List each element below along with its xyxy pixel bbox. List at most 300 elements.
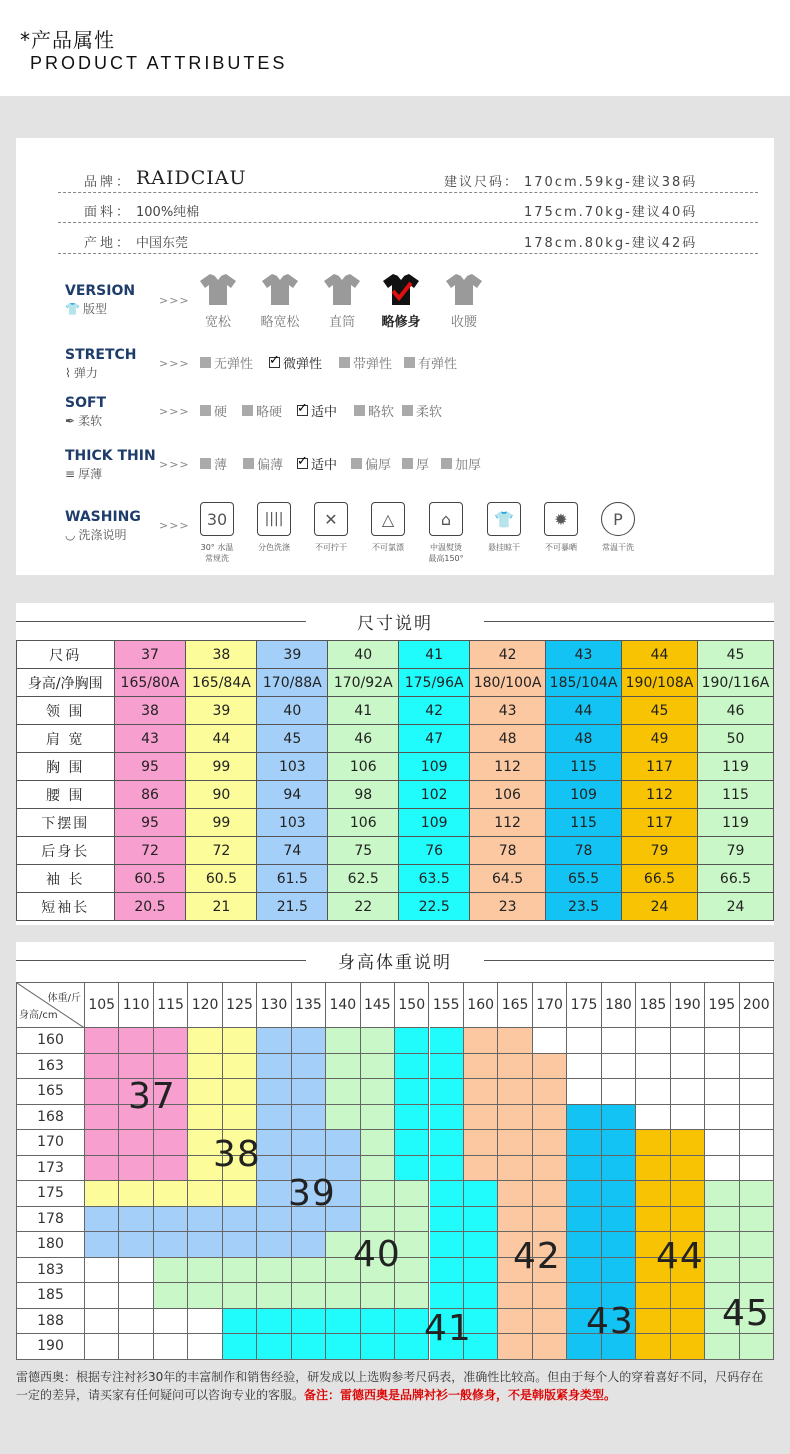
grid-cell: [671, 1309, 705, 1335]
thick-option-5: 加厚: [441, 454, 481, 473]
grid-cell: [636, 1207, 670, 1233]
height-header: 188: [16, 1309, 85, 1335]
grid-cell: [154, 1309, 188, 1335]
grid-cell: [636, 1028, 670, 1054]
size-zone-label: 45: [722, 1293, 770, 1334]
title-cn: *产品属性: [20, 28, 115, 52]
soft-option-2: ✓ 适中: [297, 401, 337, 420]
weight-header: 190: [671, 982, 705, 1028]
size-cell: 44: [622, 641, 698, 669]
grid-cell: [671, 1207, 705, 1233]
size-cell: 90: [186, 781, 257, 809]
hw-corner: [16, 982, 85, 1028]
grid-cell: [705, 1105, 739, 1131]
grid-cell: [533, 1309, 567, 1335]
grid-cell: [85, 1181, 119, 1207]
basin-icon: ◡: [65, 527, 76, 542]
size-cell: 86: [114, 781, 186, 809]
grid-cell: [85, 1232, 119, 1258]
size-cell: 190/108A: [622, 669, 698, 697]
size-cell: 42: [399, 697, 470, 725]
checkbox-icon: [243, 458, 254, 469]
size-row-label: 肩 宽: [17, 725, 115, 753]
grid-cell: [223, 1181, 257, 1207]
info-row-brand: [58, 163, 758, 193]
size-cell: 75: [328, 837, 399, 865]
size-row: [17, 837, 774, 865]
grid-cell: [636, 1309, 670, 1335]
stretch-option-0: 无弹性: [200, 353, 253, 372]
grid-cell: [395, 1105, 429, 1131]
grid-cell: [705, 1028, 739, 1054]
grid-cell: [223, 1232, 257, 1258]
weight-header: 130: [257, 982, 291, 1028]
size-cell: 45: [622, 697, 698, 725]
size-row-label: 短袖长: [17, 893, 115, 921]
grid-cell: [361, 1309, 395, 1335]
title-en: PRODUCT ATTRIBUTES: [30, 53, 288, 73]
checkbox-icon: [351, 458, 362, 469]
grid-cell: [671, 1283, 705, 1309]
grid-cell: [154, 1334, 188, 1360]
grid-cell: [464, 1283, 498, 1309]
grid-cell: [705, 1181, 739, 1207]
height-header: 160: [16, 1028, 85, 1054]
grid-cell: [602, 1054, 636, 1080]
size-title: 尺寸说明: [16, 609, 774, 633]
size-cell: 79: [697, 837, 773, 865]
grid-cell: [498, 1207, 532, 1233]
size-row: [17, 753, 774, 781]
grid-cell: [326, 1079, 360, 1105]
grid-cell: [326, 1130, 360, 1156]
size-cell: 78: [546, 837, 622, 865]
version-option-0: 宽松: [204, 315, 231, 330]
size-cell: 49: [622, 725, 698, 753]
grid-cell: [361, 1156, 395, 1182]
size-row-label: 尺码: [17, 641, 115, 669]
checkbox-icon: [402, 458, 413, 469]
size-table: [16, 640, 774, 921]
origin-label: 产地：: [84, 236, 133, 251]
size-cell: 112: [470, 753, 546, 781]
size-cell: 72: [186, 837, 257, 865]
grid-cell: [223, 1207, 257, 1233]
version-shirt-4-icon: [444, 271, 484, 311]
thick-option-0: 薄: [200, 454, 227, 473]
size-cell: 109: [399, 753, 470, 781]
fabric-label: 面料：: [84, 205, 133, 220]
checkbox-icon: [200, 405, 211, 416]
size-cell: 46: [697, 697, 773, 725]
grid-cell: [567, 1207, 601, 1233]
grid-cell: [671, 1054, 705, 1080]
separate-wash-icon: ||||: [257, 502, 291, 536]
weight-header: 200: [740, 982, 774, 1028]
grid-cell: [395, 1079, 429, 1105]
hw-section: [16, 942, 774, 1360]
size-zone-label: 37: [128, 1076, 176, 1117]
origin-value: 中国东莞: [136, 236, 189, 251]
grid-cell: [361, 1028, 395, 1054]
size-cell: 72: [114, 837, 186, 865]
grid-cell: [188, 1105, 222, 1131]
grid-cell: [395, 1156, 429, 1182]
size-cell: 38: [186, 641, 257, 669]
grid-cell: [361, 1283, 395, 1309]
size-cell: 37: [114, 641, 186, 669]
grid-cell: [257, 1334, 291, 1360]
size-row-label: 后身长: [17, 837, 115, 865]
checkbox-icon: [297, 405, 308, 416]
grid-cell: [188, 1283, 222, 1309]
thick-option-4: 厚: [402, 454, 429, 473]
size-cell: 43: [470, 697, 546, 725]
grid-cell: [119, 1334, 153, 1360]
weight-header: 185: [636, 982, 670, 1028]
grid-cell: [188, 1232, 222, 1258]
grid-cell: [430, 1105, 464, 1131]
grid-cell: [326, 1105, 360, 1131]
grid-cell: [292, 1232, 326, 1258]
height-header: 170: [16, 1130, 85, 1156]
grid-cell: [85, 1309, 119, 1335]
grid-cell: [464, 1054, 498, 1080]
grid-cell: [257, 1309, 291, 1335]
grid-cell: [498, 1283, 532, 1309]
grid-cell: [292, 1079, 326, 1105]
grid-cell: [602, 1028, 636, 1054]
grid-cell: [498, 1334, 532, 1360]
grid-cell: [567, 1130, 601, 1156]
grid-cell: [188, 1079, 222, 1105]
size-section: [16, 603, 774, 925]
size-cell: 50: [697, 725, 773, 753]
grid-cell: [430, 1283, 464, 1309]
grid-cell: [740, 1156, 774, 1182]
grid-cell: [361, 1079, 395, 1105]
weight-header: 115: [154, 982, 188, 1028]
grid-cell: [119, 1232, 153, 1258]
grid-cell: [636, 1054, 670, 1080]
dry-clean-icon: P: [601, 502, 635, 536]
grid-cell: [85, 1105, 119, 1131]
size-zone-label: 40: [353, 1234, 401, 1275]
grid-cell: [257, 1130, 291, 1156]
version-shirt-0-icon: [198, 271, 238, 311]
no-bleach-icon: △: [371, 502, 405, 536]
weight-header: 105: [85, 982, 119, 1028]
size-cell: 78: [470, 837, 546, 865]
stretch-option-1: ✓ 微弹性: [269, 353, 322, 372]
size-cell: 39: [186, 697, 257, 725]
size-cell: 23: [470, 893, 546, 921]
checkbox-icon: [339, 357, 350, 368]
grid-cell: [464, 1105, 498, 1131]
size-cell: 43: [114, 725, 186, 753]
grid-cell: [188, 1028, 222, 1054]
grid-cell: [671, 1079, 705, 1105]
size-cell: 99: [186, 753, 257, 781]
washing-item-2: ✕ 不可拧干: [301, 502, 361, 553]
grid-cell: [154, 1156, 188, 1182]
size-cell: 22: [328, 893, 399, 921]
weight-header: 195: [705, 982, 739, 1028]
grid-cell: [705, 1130, 739, 1156]
size-row: [17, 669, 774, 697]
grid-cell: [602, 1130, 636, 1156]
grid-cell: [326, 1334, 360, 1360]
no-wring-icon: ✕: [314, 502, 348, 536]
grid-cell: [567, 1156, 601, 1182]
washing-item-5: 👕 悬挂晾干: [474, 502, 534, 553]
size-cell: 102: [399, 781, 470, 809]
stretch-icon: ⌇: [65, 365, 71, 380]
stretch-label: STRETCH ⌇ 弹力: [65, 347, 137, 380]
weight-header: 145: [361, 982, 395, 1028]
stretch-option-3: 有弹性: [404, 353, 457, 372]
weight-header: 125: [223, 982, 257, 1028]
grid-cell: [430, 1258, 464, 1284]
size-cell: 112: [470, 809, 546, 837]
grid-cell: [430, 1156, 464, 1182]
grid-cell: [671, 1156, 705, 1182]
size-cell: 98: [328, 781, 399, 809]
size-cell: 119: [697, 809, 773, 837]
size-cell: 66.5: [697, 865, 773, 893]
height-header: 190: [16, 1334, 85, 1360]
size-cell: 94: [257, 781, 328, 809]
size-cell: 40: [328, 641, 399, 669]
grid-cell: [326, 1028, 360, 1054]
size-cell: 41: [399, 641, 470, 669]
grid-cell: [705, 1334, 739, 1360]
size-row-label: 身高/净胸围: [17, 669, 115, 697]
grid-cell: [292, 1283, 326, 1309]
grid-cell: [740, 1079, 774, 1105]
size-row-label: 领 围: [17, 697, 115, 725]
weight-header: 150: [395, 982, 429, 1028]
grid-cell: [188, 1054, 222, 1080]
grid-cell: [154, 1283, 188, 1309]
grid-cell: [85, 1156, 119, 1182]
size-cell: 44: [186, 725, 257, 753]
size-cell: 95: [114, 809, 186, 837]
size-cell: 119: [697, 753, 773, 781]
checkbox-icon: [269, 357, 280, 368]
rec-value-1: 175cm.70kg-建议40码: [524, 205, 698, 220]
grid-cell: [430, 1181, 464, 1207]
size-cell: 170/88A: [257, 669, 328, 697]
grid-cell: [223, 1334, 257, 1360]
size-cell: 190/116A: [697, 669, 773, 697]
grid-cell: [464, 1232, 498, 1258]
size-row: [17, 697, 774, 725]
grid-cell: [740, 1334, 774, 1360]
grid-cell: [361, 1207, 395, 1233]
height-header: 180: [16, 1232, 85, 1258]
size-cell: 117: [622, 753, 698, 781]
grid-cell: [430, 1130, 464, 1156]
washing-item-7: P 常温干洗: [588, 502, 648, 553]
checkbox-icon: [200, 458, 211, 469]
grid-cell: [85, 1028, 119, 1054]
size-cell: 115: [546, 753, 622, 781]
size-zone-label: 39: [288, 1173, 336, 1214]
rec-value-2: 178cm.80kg-建议42码: [524, 236, 698, 251]
grid-cell: [361, 1181, 395, 1207]
grid-cell: [533, 1130, 567, 1156]
size-cell: 45: [257, 725, 328, 753]
grid-cell: [740, 1232, 774, 1258]
grid-cell: [533, 1283, 567, 1309]
grid-cell: [223, 1079, 257, 1105]
size-cell: 65.5: [546, 865, 622, 893]
weight-header: 180: [602, 982, 636, 1028]
brand-value: RAIDCIAU: [136, 167, 247, 189]
size-cell: 74: [257, 837, 328, 865]
grid-cell: [119, 1130, 153, 1156]
version-shirt-2-icon: [322, 271, 362, 311]
size-cell: 62.5: [328, 865, 399, 893]
grid-cell: [257, 1181, 291, 1207]
grid-cell: [119, 1309, 153, 1335]
soft-label: SOFT ✒ 柔软: [65, 395, 107, 428]
grid-cell: [292, 1028, 326, 1054]
corner-height-label: 身高/cm: [19, 1010, 58, 1021]
version-option-3: 略修身: [381, 315, 421, 330]
note-red: 备注：雷德西奥是品牌衬衫一般修身，不是韩版紧身类型。: [304, 1388, 617, 1402]
grid-cell: [498, 1079, 532, 1105]
size-cell: 76: [399, 837, 470, 865]
size-cell: 112: [622, 781, 698, 809]
grid-cell: [188, 1207, 222, 1233]
feather-icon: ✒: [65, 413, 76, 428]
iron-medium-icon: ⌂: [429, 502, 463, 536]
grid-cell: [464, 1258, 498, 1284]
grid-cell: [326, 1054, 360, 1080]
size-cell: 106: [328, 809, 399, 837]
size-cell: 170/92A: [328, 669, 399, 697]
height-header: 168: [16, 1105, 85, 1131]
layers-icon: ≡: [65, 466, 76, 481]
size-row-label: 下摆围: [17, 809, 115, 837]
grid-cell: [464, 1028, 498, 1054]
thick-label: THICK THIN ≡ 厚薄: [65, 448, 156, 481]
grid-cell: [188, 1309, 222, 1335]
grid-cell: [188, 1334, 222, 1360]
grid-cell: [602, 1079, 636, 1105]
brand-label: 品牌：: [84, 175, 133, 190]
size-row: [17, 781, 774, 809]
grid-cell: [154, 1232, 188, 1258]
grid-cell: [257, 1232, 291, 1258]
grid-cell: [705, 1207, 739, 1233]
soft-option-3: 略软: [354, 401, 394, 420]
grid-cell: [636, 1283, 670, 1309]
shirt-small-icon: 👕: [65, 301, 80, 316]
grid-cell: [119, 1283, 153, 1309]
rec-value-0: 170cm.59kg-建议38码: [524, 175, 698, 190]
grid-cell: [257, 1054, 291, 1080]
grid-cell: [567, 1054, 601, 1080]
size-cell: 23.5: [546, 893, 622, 921]
grid-cell: [430, 1079, 464, 1105]
grid-cell: [464, 1181, 498, 1207]
grid-cell: [257, 1283, 291, 1309]
grid-cell: [154, 1258, 188, 1284]
grid-cell: [119, 1207, 153, 1233]
grid-cell: [464, 1156, 498, 1182]
grid-cell: [636, 1334, 670, 1360]
weight-header: 160: [464, 982, 498, 1028]
grid-cell: [533, 1079, 567, 1105]
grid-cell: [567, 1028, 601, 1054]
grid-cell: [154, 1207, 188, 1233]
size-cell: 109: [399, 809, 470, 837]
size-cell: 66.5: [622, 865, 698, 893]
grid-cell: [498, 1156, 532, 1182]
rec-label: 建议尺码：: [444, 175, 520, 190]
size-zone-label: 41: [424, 1308, 472, 1349]
grid-cell: [533, 1156, 567, 1182]
grid-cell: [85, 1054, 119, 1080]
grid-cell: [636, 1079, 670, 1105]
weight-header: 155: [430, 982, 464, 1028]
grid-cell: [257, 1028, 291, 1054]
size-row: [17, 725, 774, 753]
size-cell: 106: [328, 753, 399, 781]
grid-cell: [705, 1156, 739, 1182]
grid-cell: [498, 1054, 532, 1080]
grid-cell: [533, 1181, 567, 1207]
grid-cell: [119, 1028, 153, 1054]
grid-cell: [464, 1207, 498, 1233]
size-cell: 24: [697, 893, 773, 921]
grid-cell: [85, 1079, 119, 1105]
grid-cell: [257, 1105, 291, 1131]
grid-cell: [119, 1258, 153, 1284]
checkbox-icon: [402, 405, 413, 416]
soft-option-4: 柔软: [402, 401, 442, 420]
checkbox-icon: [354, 405, 365, 416]
grid-cell: [533, 1334, 567, 1360]
size-cell: 64.5: [470, 865, 546, 893]
grid-cell: [257, 1258, 291, 1284]
size-cell: 109: [546, 781, 622, 809]
grid-cell: [740, 1130, 774, 1156]
grid-cell: [671, 1130, 705, 1156]
grid-cell: [602, 1181, 636, 1207]
grid-cell: [154, 1181, 188, 1207]
stretch-option-2: 带弹性: [339, 353, 392, 372]
grid-cell: [223, 1258, 257, 1284]
size-cell: 24: [622, 893, 698, 921]
grid-cell: [567, 1105, 601, 1131]
grid-cell: [119, 1181, 153, 1207]
size-cell: 185/104A: [546, 669, 622, 697]
grid-cell: [636, 1156, 670, 1182]
size-row: [17, 641, 774, 669]
soft-option-1: 略硬: [242, 401, 282, 420]
grid-cell: [395, 1028, 429, 1054]
grid-cell: [188, 1181, 222, 1207]
grid-cell: [740, 1258, 774, 1284]
size-cell: 39: [257, 641, 328, 669]
size-cell: 175/96A: [399, 669, 470, 697]
grid-cell: [533, 1054, 567, 1080]
size-cell: 46: [328, 725, 399, 753]
